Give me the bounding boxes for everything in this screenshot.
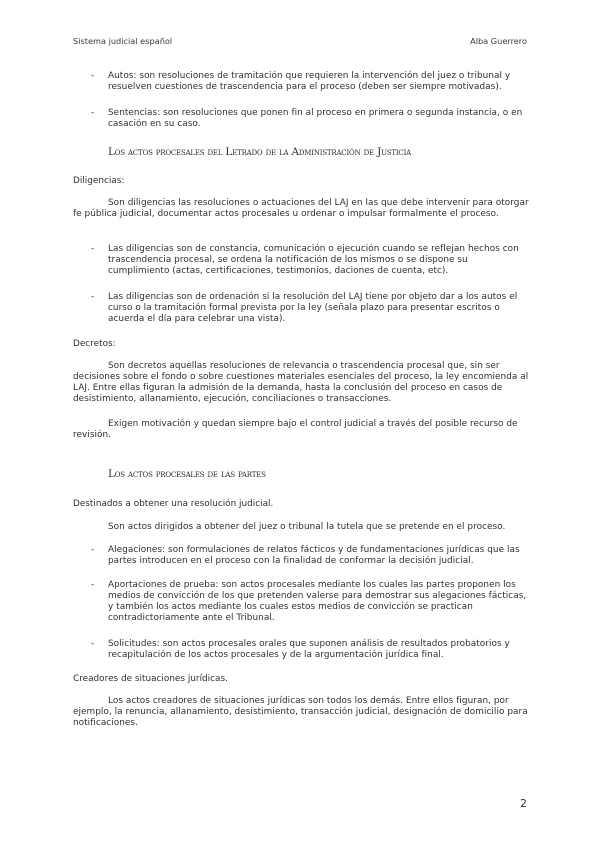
label-decretos: Decretos: xyxy=(73,339,116,349)
label-diligencias: Diligencias: xyxy=(73,176,125,186)
header-author: Alba Guerrero xyxy=(470,36,527,46)
bullet-dash: - xyxy=(91,580,95,590)
bullet-solicitudes: Solicitudes: son actos procesales orales que suponen análisis de resultados probatorios y recapitulación de los actos procesales y de la argumentación jurídica final. xyxy=(108,639,510,660)
bullet-alegaciones: Alegaciones: son formulaciones de relatos fácticos y de fundamentaciones jurídicas que las partes introducen en el proceso con la finalidad de conformar la decisión judicial. xyxy=(108,545,520,566)
paragraph-decretos-motivacion: Exigen motivación y quedan siempre bajo el control judicial a través del posible recurso de revisión. xyxy=(73,419,518,440)
bullet-diligencias-ordenacion: Las diligencias son de ordenación si la resolución del LAJ tiene por objeto dar a los autos el curso o la tramitación formal prevista por la ley (señala plazo para presentar escritos o acuerda el día para celebrar una vista). xyxy=(108,292,518,324)
header-document-title: Sistema judicial español xyxy=(73,36,173,46)
paragraph-decretos: Son decretos aquellas resoluciones de relevancia o trascendencia procesal que, sin ser decisiones sobre el fondo o sobre cuestiones materiales esenciales del proceso, la ley encomienda al LAJ. Entre ellas figuran la admisión de la demanda, hasta la conclusión del proceso en casos de desistimiento, allanamiento, ejecución, conciliaciones o transacciones. xyxy=(73,361,529,404)
paragraph-diligencias-intro: Son diligencias las resoluciones o actuaciones del LAJ en las que debe intervenir para otorgar fe pública judicial, documentar actos procesales u ordenar o impulsar formalmente el proceso. xyxy=(73,198,529,219)
bullet-autos: Autos: son resoluciones de tramitación que requieren la intervención del juez o tribunal y resuelven cuestiones de trascendencia para el proceso (deben ser siempre motivadas). xyxy=(108,71,511,92)
bullet-diligencias-constancia: Las diligencias son de constancia, comunicación o ejecución cuando se reflejan hechos con trascendencia procesal, se ordena la notificación de los mismos o se dispone su cumplimiento (actas, certificaciones, testimonios, daciones de cuenta, etc). xyxy=(108,244,519,276)
bullet-dash: - xyxy=(91,71,95,81)
bullet-dash: - xyxy=(91,292,95,302)
page-number: 2 xyxy=(520,797,527,810)
bullet-dash: - xyxy=(91,639,95,649)
paragraph-creadores: Los actos creadores de situaciones jurídicas son todos los demás. Entre ellos figuran, por ejemplo, la renuncia, allanamiento, desistimiento, transacción judicial, designación de domicilio para notificaciones. xyxy=(73,696,528,728)
bullet-dash: - xyxy=(91,545,95,555)
paragraph-destinados-intro: Son actos dirigidos a obtener del juez o tribunal la tutela que se pretende en el proceso. xyxy=(108,522,506,532)
section-heading-partes: Los actos procesales de las partes xyxy=(108,468,266,480)
section-heading-laj: Los actos procesales del Letrado de la Administración de Justicia xyxy=(108,146,412,158)
bullet-sentencias: Sentencias: son resoluciones que ponen fin al proceso en primera o segunda instancia, o en casación en su caso. xyxy=(108,108,523,129)
bullet-dash: - xyxy=(91,244,95,254)
bullet-dash: - xyxy=(91,108,95,118)
label-destinados: Destinados a obtener una resolución judicial. xyxy=(73,499,274,509)
bullet-aportaciones-prueba: Aportaciones de prueba: son actos procesales mediante los cuales las partes proponen los medios de convicción de los que pretenden valerse para demostrar sus alegaciones fácticas, y también los actos mediante los cuales estos medios de convicción se practican contradictoriamente ante el Tribunal. xyxy=(108,580,527,623)
label-creadores: Creadores de situaciones jurídicas. xyxy=(73,674,228,684)
